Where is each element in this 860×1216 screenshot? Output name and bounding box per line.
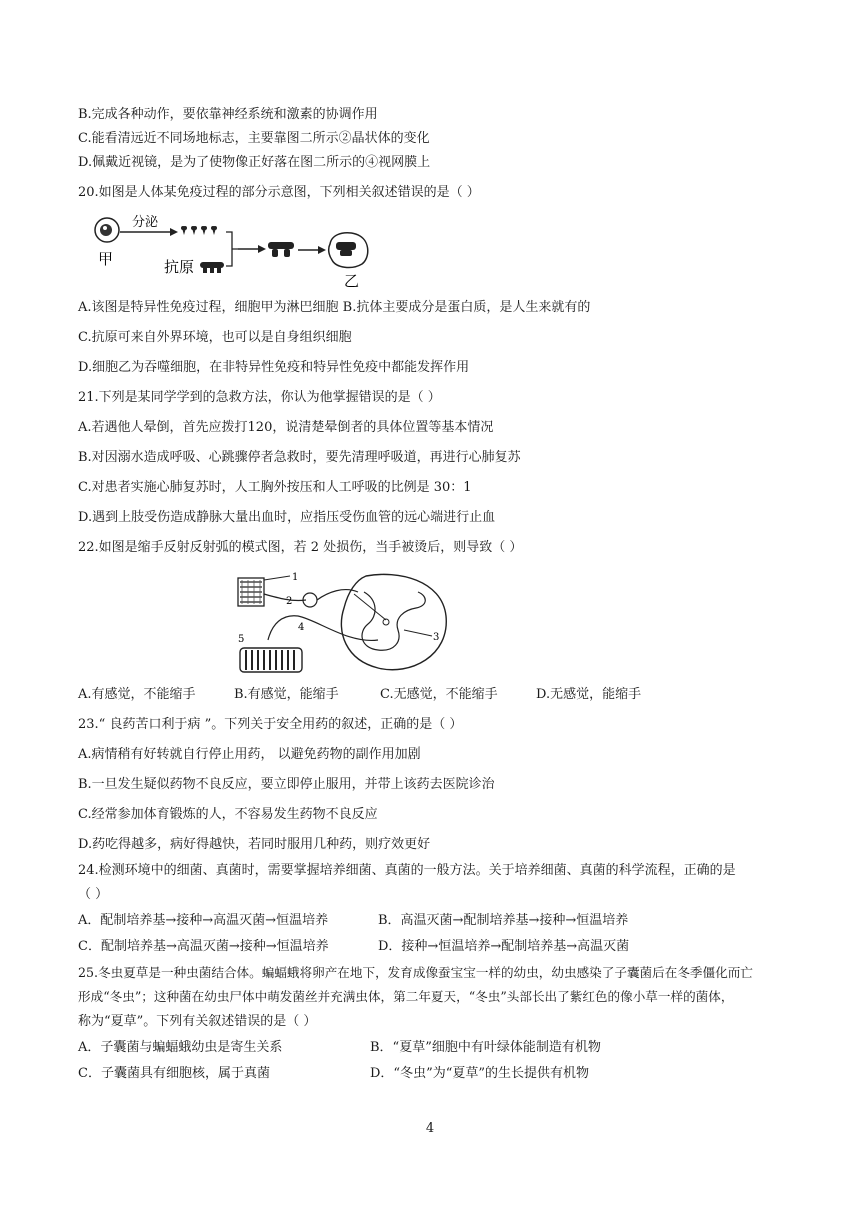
secrete-label: 分泌 (132, 215, 159, 230)
q22-stem: 22.如图是缩手反射反射弧的模式图，若 2 处损伤，当手被烫后，则导致（ ） (78, 540, 523, 555)
q23-stem: 23.“ 良药苦口利于病 ”。下列关于安全用药的叙述，正确的是（ ） (78, 717, 463, 732)
q25-option-b: B．“夏草”细胞中有叶绿体能制造有机物 (370, 1040, 601, 1055)
cell-b-label: 乙 (344, 272, 360, 290)
antigen-icon (200, 262, 224, 273)
spinal-cord-icon (341, 574, 446, 669)
label-3: 3 (433, 632, 440, 643)
q25-stem-line1: 25.冬虫夏草是一种虫菌结合体。蝙蝠蛾将卵产在地下，发育成像蚕宝宝一样的幼虫，幼虫感染了子囊菌后在冬季僵化而亡 (78, 965, 753, 980)
q22-option-c: C.无感觉，不能缩手 (380, 687, 498, 702)
q19-option-d: D.佩戴近视镜，是为了使物像正好落在图二所示的④视网膜上 (78, 155, 431, 170)
q25-stem-line3: 称为“夏草”。下列有关叙述错误的是（ ） (78, 1014, 317, 1029)
q20-option-ab: A.该图是特异性免疫过程，细胞甲为淋巴细胞 B.抗体主要成分是蛋白质，是人生来就有的 (78, 300, 591, 315)
q19-option-b: B.完成各种动作，要依靠神经系统和激素的协调作用 (78, 107, 378, 122)
q21-option-c: C.对患者实施心肺复苏时，人工胸外按压和人工呼吸的比例是 30：1 (78, 480, 472, 495)
q24-stem: 24.检测环境中的细菌、真菌时，需要掌握培养细菌、真菌的一般方法。关于培养细菌、真菌的科学流程，正确的是 (78, 863, 736, 878)
q24-option-a: A．配制培养基→接种→高温灭菌→恒温培养 (78, 913, 329, 928)
label-4: 4 (298, 622, 305, 633)
q19-option-c: C.能看清远近不同场地标志，主要靠图二所示②晶状体的变化 (78, 131, 430, 146)
q25-option-c: C．子囊菌具有细胞核，属于真菌 (78, 1066, 270, 1081)
cell-a-label: 甲 (98, 250, 114, 268)
q22-option-b: B.有感觉，能缩手 (234, 687, 339, 702)
q25-option-d: D．“冬虫”为“夏草”的生长提供有机物 (370, 1066, 590, 1081)
q20-option-c: C.抗原可来自外界环境，也可以是自身组织细胞 (78, 330, 352, 345)
phagocyte-icon (329, 233, 368, 268)
q25-option-a: A．子囊菌与蝙蝠蛾幼虫是寄生关系 (78, 1040, 283, 1055)
q23-option-b: B.一旦发生疑似药物不良反应，要立即停止服用，并带上该药去医院诊治 (78, 777, 495, 792)
q21-option-a: A.若遇他人晕倒，首先应拨打120，说清楚晕倒者的具体位置等基本情况 (78, 420, 494, 435)
muscle-effector-icon (240, 648, 302, 672)
antigen-antibody-complex-icon (268, 242, 294, 257)
q24-option-d: D．接种→恒温培养→配制培养基→高温灭菌 (378, 939, 630, 954)
q25-stem-line2: 形成“冬虫”；这种菌在幼虫尸体中萌发菌丝并充满虫体，第二年夏天，“冬虫”头部长出了紫红色的像小草一样的菌体， (78, 989, 734, 1004)
q24-paren: （ ） (78, 887, 109, 902)
q24-option-b: B．高温灭菌→配制培养基→接种→恒温培养 (378, 913, 629, 928)
antigen-label: 抗原 (164, 258, 195, 276)
label-1: 1 (292, 572, 299, 583)
q23-option-d: D.药吃得越多，病好得越快，若同时服用几种药，则疗效更好 (78, 837, 431, 852)
q22-option-a: A.有感觉，不能缩手 (78, 687, 196, 702)
q21-option-b: B.对因溺水造成呼吸、心跳骤停者急救时，要先清理呼吸道，再进行心肺复苏 (78, 450, 521, 465)
q21-stem: 21.下列是某同学学到的急救方法，你认为他掌握错误的是（ ） (78, 390, 441, 405)
q21-option-d: D.遇到上肢受伤造成静脉大量出血时，应指压受伤血管的远心端进行止血 (78, 510, 496, 525)
q23-option-a: A.病情稍有好转就自行停止用药， 以避免药物的副作用加剧 (78, 747, 421, 762)
q24-option-c: C．配制培养基→高温灭菌→接种→恒温培养 (78, 939, 329, 954)
immune-process-figure (92, 214, 372, 290)
page-number: 4 (425, 1121, 435, 1136)
antibodies-icon (181, 226, 217, 235)
label-2: 2 (286, 596, 293, 607)
skin-receptor-icon (238, 578, 264, 606)
reflex-arc-figure (228, 570, 458, 682)
q23-option-c: C.经常参加体育锻炼的人，不容易发生药物不良反应 (78, 807, 378, 822)
q20-option-d: D.细胞乙为吞噬细胞，在非特异性免疫和特异性免疫中都能发挥作用 (78, 360, 470, 375)
q22-option-d: D.无感觉，能缩手 (536, 687, 642, 702)
label-5: 5 (238, 634, 245, 645)
q20-stem: 20.如图是人体某免疫过程的部分示意图，下列相关叙述错误的是（ ） (78, 185, 480, 200)
